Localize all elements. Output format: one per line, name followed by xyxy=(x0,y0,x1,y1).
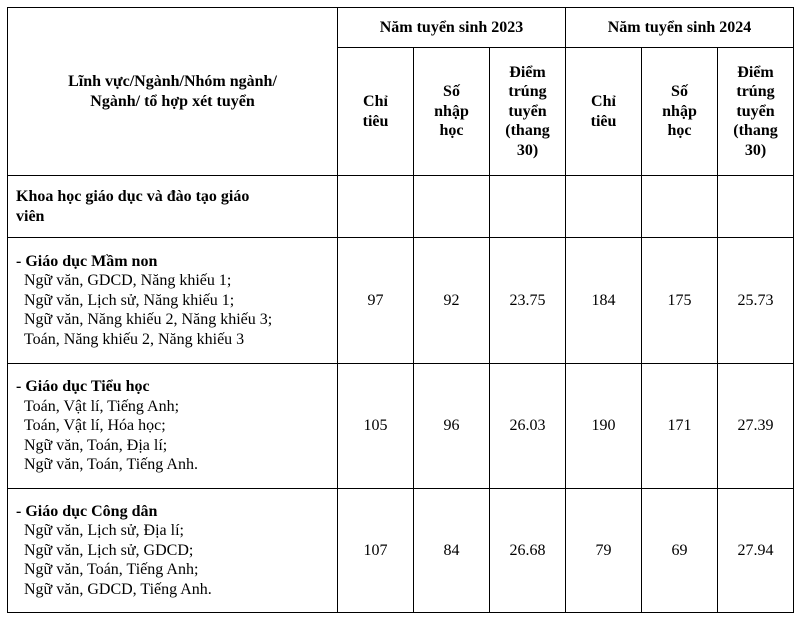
enrolled-2024: 175 xyxy=(642,238,718,364)
quota-2024-header: Chỉ tiêu xyxy=(566,48,642,176)
quota-2023: 105 xyxy=(338,364,414,489)
major-cell xyxy=(8,238,338,364)
score-2024-header: Điểm trúng tuyển (thang 30) xyxy=(718,48,794,176)
table-row xyxy=(8,238,794,364)
combo: Ngữ văn, GDCD, Năng khiếu 1; xyxy=(24,272,232,290)
year-2023-header: Năm tuyển sinh 2023 xyxy=(338,8,566,48)
score-2024: 27.94 xyxy=(718,489,794,613)
quota-2023-header: Chỉ tiêu xyxy=(338,48,414,176)
quota-2024: 79 xyxy=(566,489,642,613)
score-2024: 25.73 xyxy=(718,238,794,364)
quota-2024: 184 xyxy=(566,238,642,364)
score-2024: 27.39 xyxy=(718,364,794,489)
header-row-years xyxy=(8,8,794,48)
combo: Ngữ văn, Lịch sử, Năng khiếu 1; xyxy=(24,291,235,309)
enrolled-2023: 96 xyxy=(414,364,490,489)
score-2023: 26.03 xyxy=(490,364,566,489)
score-2023: 26.68 xyxy=(490,489,566,613)
combo: Ngữ văn, Năng khiếu 2, Năng khiếu 3; xyxy=(24,311,273,329)
category-row xyxy=(8,176,794,238)
table-row xyxy=(8,364,794,489)
major-cell xyxy=(8,489,338,613)
combo: Toán, Vật lí, Tiếng Anh; xyxy=(24,397,180,415)
enrolled-2024: 69 xyxy=(642,489,718,613)
quota-2023: 97 xyxy=(338,238,414,364)
enrolled-2023-header: Số nhập học xyxy=(414,48,490,176)
enrolled-2023: 92 xyxy=(414,238,490,364)
enrolled-2024-header: Số nhập học xyxy=(642,48,718,176)
quota-2023: 107 xyxy=(338,489,414,613)
score-2023-header: Điểm trúng tuyển (thang 30) xyxy=(490,48,566,176)
combo: Ngữ văn, Lịch sử, Địa lí; xyxy=(24,522,184,540)
year-2024-header: Năm tuyển sinh 2024 xyxy=(566,8,794,48)
combo: Ngữ văn, Lịch sử, GDCD; xyxy=(24,541,194,559)
category-label: Khoa học giáo dục và đào tạo giáo viên xyxy=(8,176,338,238)
score-2023: 23.75 xyxy=(490,238,566,364)
combo: Ngữ văn, GDCD, Tiếng Anh. xyxy=(24,580,212,598)
major-cell xyxy=(8,364,338,489)
combo: Toán, Năng khiếu 2, Năng khiếu 3 xyxy=(24,330,245,348)
combo: Ngữ văn, Toán, Địa lí; xyxy=(24,436,168,454)
major-name: - Giáo dục Tiểu học xyxy=(16,378,150,396)
field-column-header: Lĩnh vực/Ngành/Nhóm ngành/ Ngành/ tổ hợp xét tuyển xyxy=(8,8,338,176)
combo: Ngữ văn, Toán, Tiếng Anh; xyxy=(24,561,199,579)
enrolled-2024: 171 xyxy=(642,364,718,489)
major-name: - Giáo dục Mầm non xyxy=(16,252,158,270)
combo: Toán, Vật lí, Hóa học; xyxy=(24,417,166,435)
quota-2024: 190 xyxy=(566,364,642,489)
admissions-table xyxy=(7,7,794,613)
combo: Ngữ văn, Toán, Tiếng Anh. xyxy=(24,456,198,474)
table-row xyxy=(8,489,794,613)
enrolled-2023: 84 xyxy=(414,489,490,613)
major-name: - Giáo dục Công dân xyxy=(16,502,158,520)
